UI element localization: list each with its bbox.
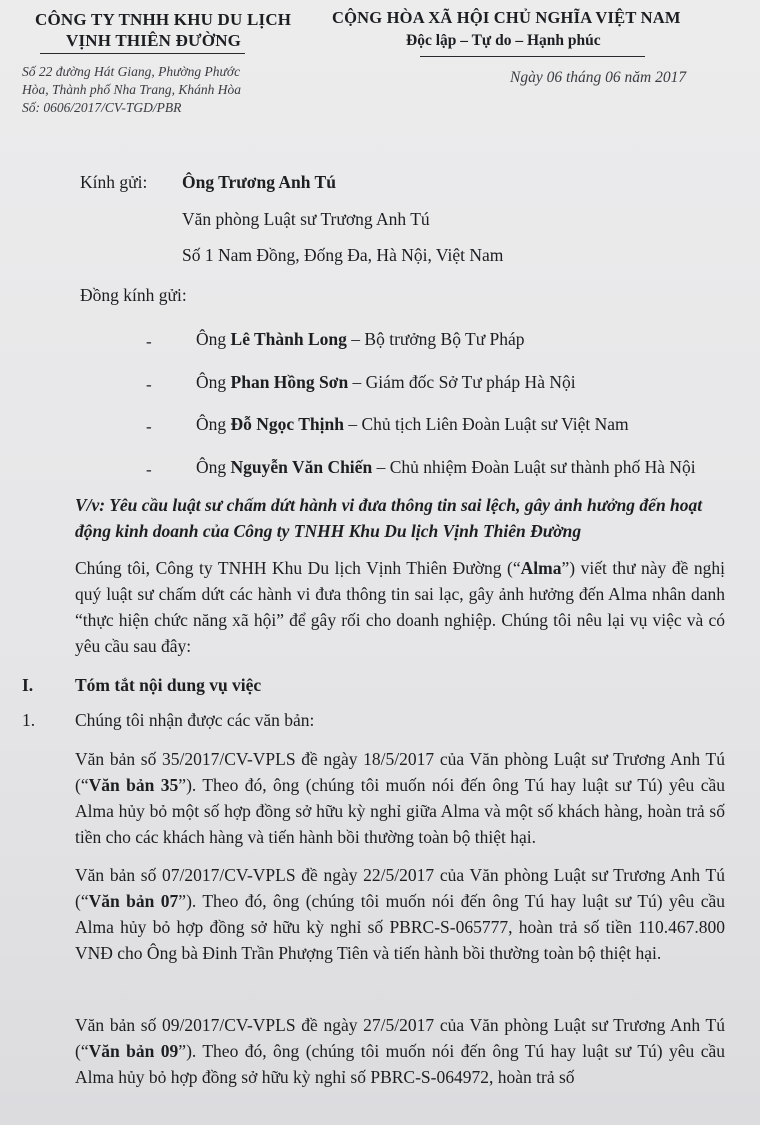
company-address-line1: Số 22 đường Hát Giang, Phường Phước bbox=[22, 64, 241, 79]
doc-paragraph-07: Văn bản số 07/2017/CV-VPLS đề ngày 22/5/2017 của Văn phòng Luật sư Trương Anh Tú (“Văn bản 07”). Theo đó, ông (chúng tôi muốn nói đến ông Tú hay luật sư Tú) yêu cầu Alma hủy bỏ hợp đồng sở hữu kỳ nghỉ số PBRC-S-065777, hoàn trả số tiền 110.467.800 VNĐ cho Ông bà Đinh Trần Phượng Tiên và tiến hành bồi thường toàn bộ thiệt hại. bbox=[75, 865, 725, 963]
cc-label: Đồng kính gửi: bbox=[80, 285, 187, 305]
letter-date: Ngày 06 tháng 06 năm 2017 bbox=[510, 69, 687, 86]
motto-underline bbox=[420, 56, 645, 57]
subject-line2: động kinh doanh của Công ty TNHH Khu Du lịch Vịnh Thiên Đường bbox=[75, 521, 582, 541]
recipient-label: Kính gửi: bbox=[80, 172, 148, 192]
item-text: Chúng tôi nhận được các văn bản: bbox=[75, 710, 315, 730]
company-name-line1: CÔNG TY TNHH KHU DU LỊCH bbox=[35, 10, 292, 29]
cc-bullet: - bbox=[146, 460, 152, 479]
company-name-line2: VỊNH THIÊN ĐƯỜNG bbox=[66, 31, 242, 50]
company-underline bbox=[40, 53, 245, 54]
cc-item: Ông Nguyễn Văn Chiến – Chủ nhiệm Đoàn Luật sư thành phố Hà Nội bbox=[196, 457, 696, 477]
item-number: 1. bbox=[22, 710, 36, 730]
intro-paragraph: Chúng tôi, Công ty TNHH Khu Du lịch Vịnh Thiên Đường (“Alma”) viết thư này đề nghị quý luật sư chấm dứt các hành vi đưa thông tin sai lạc, gây ảnh hưởng đến Alma nhân danh “thực hiện chức năng xã hội” để gây rối cho doanh nghiệp. Chúng tôi nêu lại vụ việc và có yêu cầu sau đây: bbox=[75, 558, 725, 656]
recipient-address: Số 1 Nam Đồng, Đống Đa, Hà Nội, Việt Nam bbox=[182, 245, 504, 265]
company-address-line2: Hòa, Thành phố Nha Trang, Khánh Hòa bbox=[22, 82, 242, 97]
doc-paragraph-09: Văn bản số 09/2017/CV-VPLS đề ngày 27/5/2017 của Văn phòng Luật sư Trương Anh Tú (“Văn bản 09”). Theo đó, ông (chúng tôi muốn nói đến ông Tú hay luật sư Tú) yêu cầu Alma hủy bỏ hợp đồng sở hữu kỳ nghỉ số PBRC-S-064972, hoàn trả số bbox=[75, 1015, 725, 1087]
section-number: I. bbox=[22, 675, 34, 695]
national-title: CỘNG HÒA XÃ HỘI CHỦ NGHĨA VIỆT NAM bbox=[332, 8, 681, 27]
recipient-office: Văn phòng Luật sư Trương Anh Tú bbox=[182, 209, 430, 229]
cc-bullet: - bbox=[146, 332, 152, 351]
doc-paragraph-35: Văn bản số 35/2017/CV-VPLS đề ngày 18/5/2017 của Văn phòng Luật sư Trương Anh Tú (“Văn bản 35”). Theo đó, ông (chúng tôi muốn nói đến ông Tú hay luật sư Tú) yêu cầu Alma hủy bỏ một số hợp đồng sở hữu kỳ nghỉ giữa Alma và một số khách hàng, hoàn trả số tiền cho các khách hàng và tiến hành bồi thường toàn bộ thiệt hại. bbox=[75, 749, 725, 847]
reference-number: Số: 0606/2017/CV-TGD/PBR bbox=[22, 100, 182, 115]
cc-item: Ông Phan Hồng Sơn – Giám đốc Sở Tư pháp Hà Nội bbox=[196, 372, 576, 392]
national-motto: Độc lập – Tự do – Hạnh phúc bbox=[406, 32, 601, 49]
section-title: Tóm tắt nội dung vụ việc bbox=[75, 675, 262, 695]
cc-item: Ông Lê Thành Long – Bộ trưởng Bộ Tư Pháp bbox=[196, 329, 525, 349]
subject-line1: V/v: Yêu cầu luật sư chấm dứt hành vi đưa thông tin sai lệch, gây ảnh hưởng đến hoạt bbox=[75, 495, 703, 515]
cc-bullet: - bbox=[146, 375, 152, 394]
cc-item: Ông Đỗ Ngọc Thịnh – Chủ tịch Liên Đoàn Luật sư Việt Nam bbox=[196, 414, 629, 434]
recipient-name: Ông Trương Anh Tú bbox=[182, 172, 336, 192]
cc-bullet: - bbox=[146, 417, 152, 436]
